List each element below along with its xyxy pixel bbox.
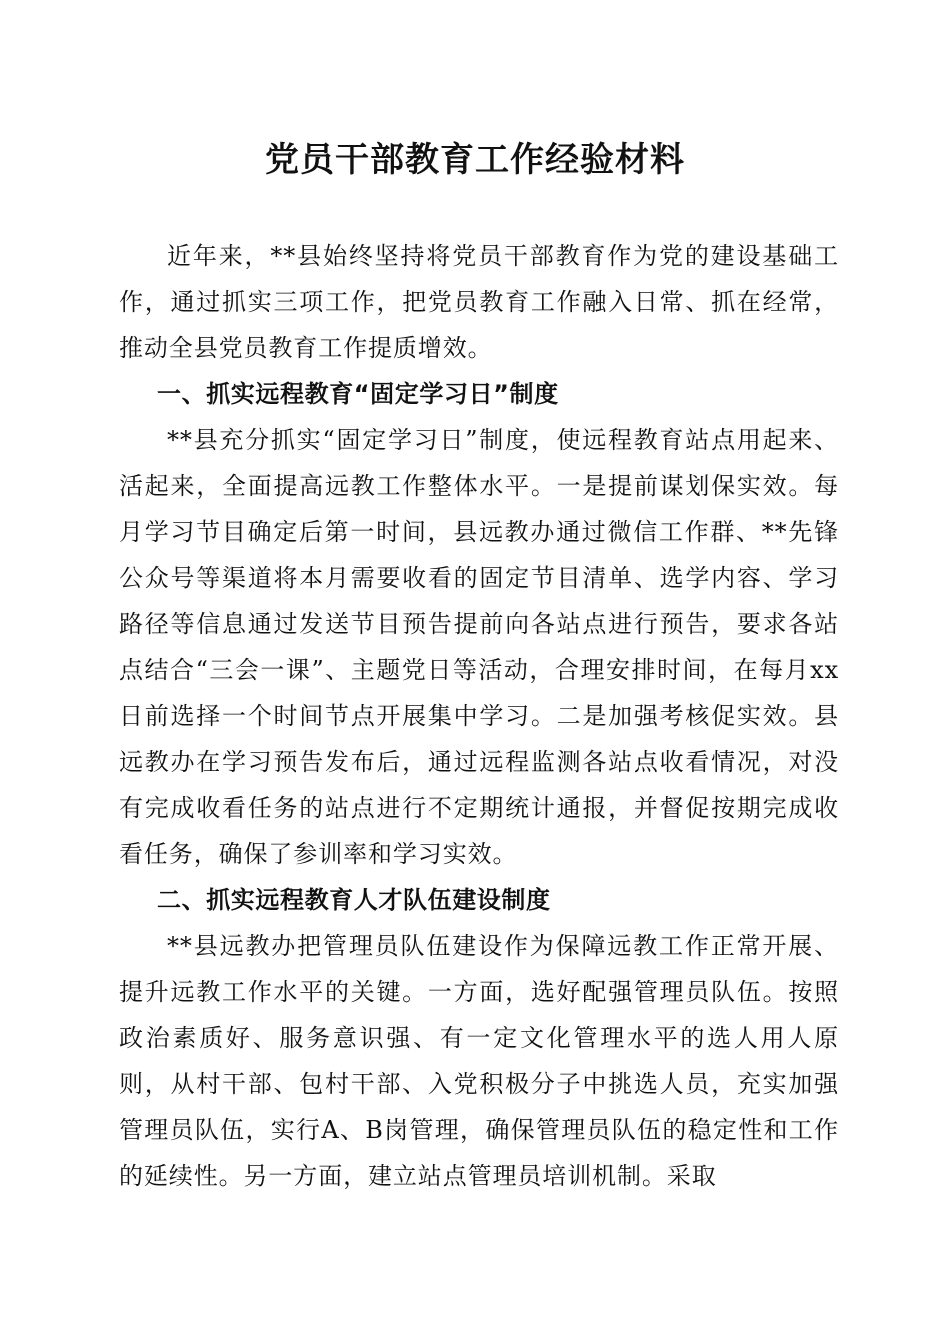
document-title: 党员干部教育工作经验材料 — [265, 140, 685, 180]
section-heading-2: 二、抓实远程教育人才队伍建设制度 — [157, 886, 551, 914]
document-body — [119, 233, 839, 1199]
section-paragraph-2: **县远教办把管理员队伍建设作为保障远教工作正常开展、提升远教工作水平的关键。一方面，选好配强管理员队伍。按照政治素质好、服务意识强、有一定文化管理水平的选人用人原则，从村干部、包村干部、入党积极分子中挑选人员，充实加强管理员队伍，实行A、B岗管理，确保管理员队伍的稳定性和工作的延续性。另一方面，建立站点管理员培训机制。采取 — [119, 932, 839, 1190]
intro-paragraph: 近年来，**县始终坚持将党员干部教育作为党的建设基础工作，通过抓实三项工作，把党员教育工作融入日常、抓在经常，推动全县党员教育工作提质增效。 — [119, 242, 839, 362]
section-heading-1: 一、抓实远程教育“固定学习日”制度 — [157, 380, 559, 408]
section-paragraph-1: **县充分抓实“固定学习日”制度，使远程教育站点用起来、活起来，全面提高远教工作整体水平。一是提前谋划保实效。每月学习节目确定后第一时间，县远教办通过微信工作群、**先锋公众号等渠道将本月需要收看的固定节目清单、选学内容、学习路径等信息通过发送节目预告提前向各站点进行预告，要求各站点结合“三会一课”、主题党日等活动，合理安排时间，在每月xx日前选择一个时间节点开展集中学习。二是加强考核促实效。县远教办在学习预告发布后，通过远程监测各站点收看情况，对没有完成收看任务的站点进行不定期统计通报，并督促按期完成收看任务，确保了参训率和学习实效。 — [119, 426, 839, 868]
